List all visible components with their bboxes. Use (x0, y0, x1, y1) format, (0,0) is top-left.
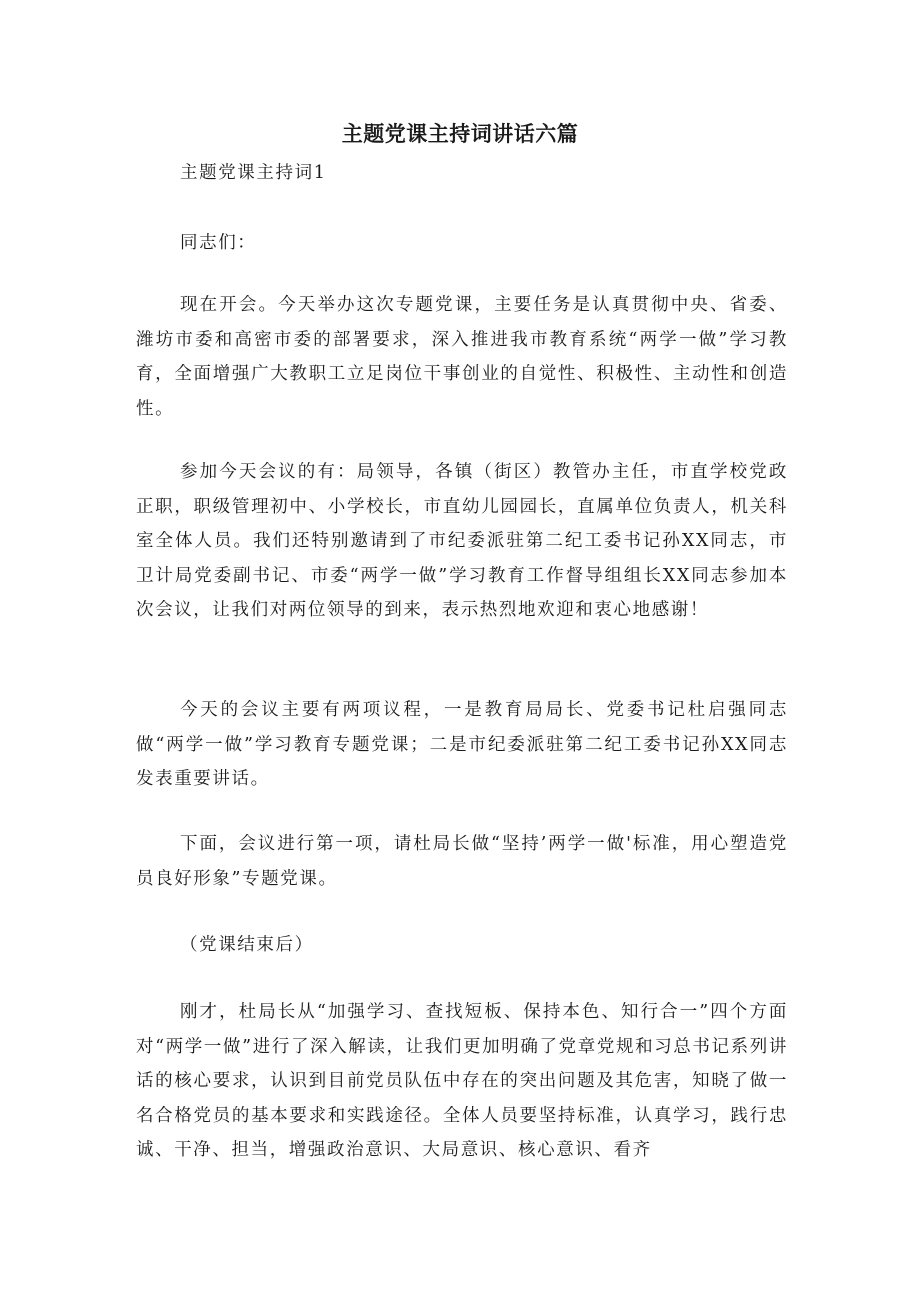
paragraph-opening: 现在开会。今天举办这次专题党课，主要任务是认真贯彻中央、省委、潍坊市委和高密市委的部署要求，深入推进我市教育系统“两学一做”学习教育，全面增强广大教职工立足岗位干事创业的自觉性、积极性、主动性和创造性。 (136, 295, 788, 419)
section-heading: 主题党课主持词1 (180, 163, 327, 183)
salutation: 同志们： (180, 233, 257, 253)
stage-note: （党课结束后） (180, 935, 314, 955)
paragraph-attendees: 参加今天会议的有：局领导，各镇（街区）教管办主任，市直学校党政正职，职级管理初中、小学校长，市直幼儿园园长，直属单位负责人，机关科室全体人员。我们还特别邀请到了市纪委派驻第二纪工委书记孙XX同志，市卫计局党委副书记、市委“两学一做”学习教育工作督导组组长XX同志参加本次会议，让我们对两位领导的到来，表示热烈地欢迎和衷心地感谢！ (136, 462, 788, 621)
paragraph-agenda: 今天的会议主要有两项议程，一是教育局局长、党委书记杜启强同志做“两学一做”学习教育专题党课；二是市纪委派驻第二纪工委书记孙XX同志发表重要讲话。 (136, 700, 788, 790)
paragraph-first-item: 下面，会议进行第一项，请杜局长做“坚持’两学一做'标准，用心塑造党员良好形象”专题党课。 (136, 834, 788, 889)
paragraph-summary: 刚才，杜局长从“加强学习、查找短板、保持本色、知行合一”四个方面对“两学一做”进行了深入解读，让我们更加明确了党章党规和习总书记系列讲话的核心要求，认识到目前党员队伍中存在的突出问题及其危害，知晓了做一名合格党员的基本要求和实践途径。全体人员要坚持标准，认真学习，践行忠诚、干净、担当，增强政治意识、大局意识、核心意识、看齐 (136, 1002, 788, 1161)
document-title: 主题党课主持词讲话六篇 (341, 122, 579, 146)
